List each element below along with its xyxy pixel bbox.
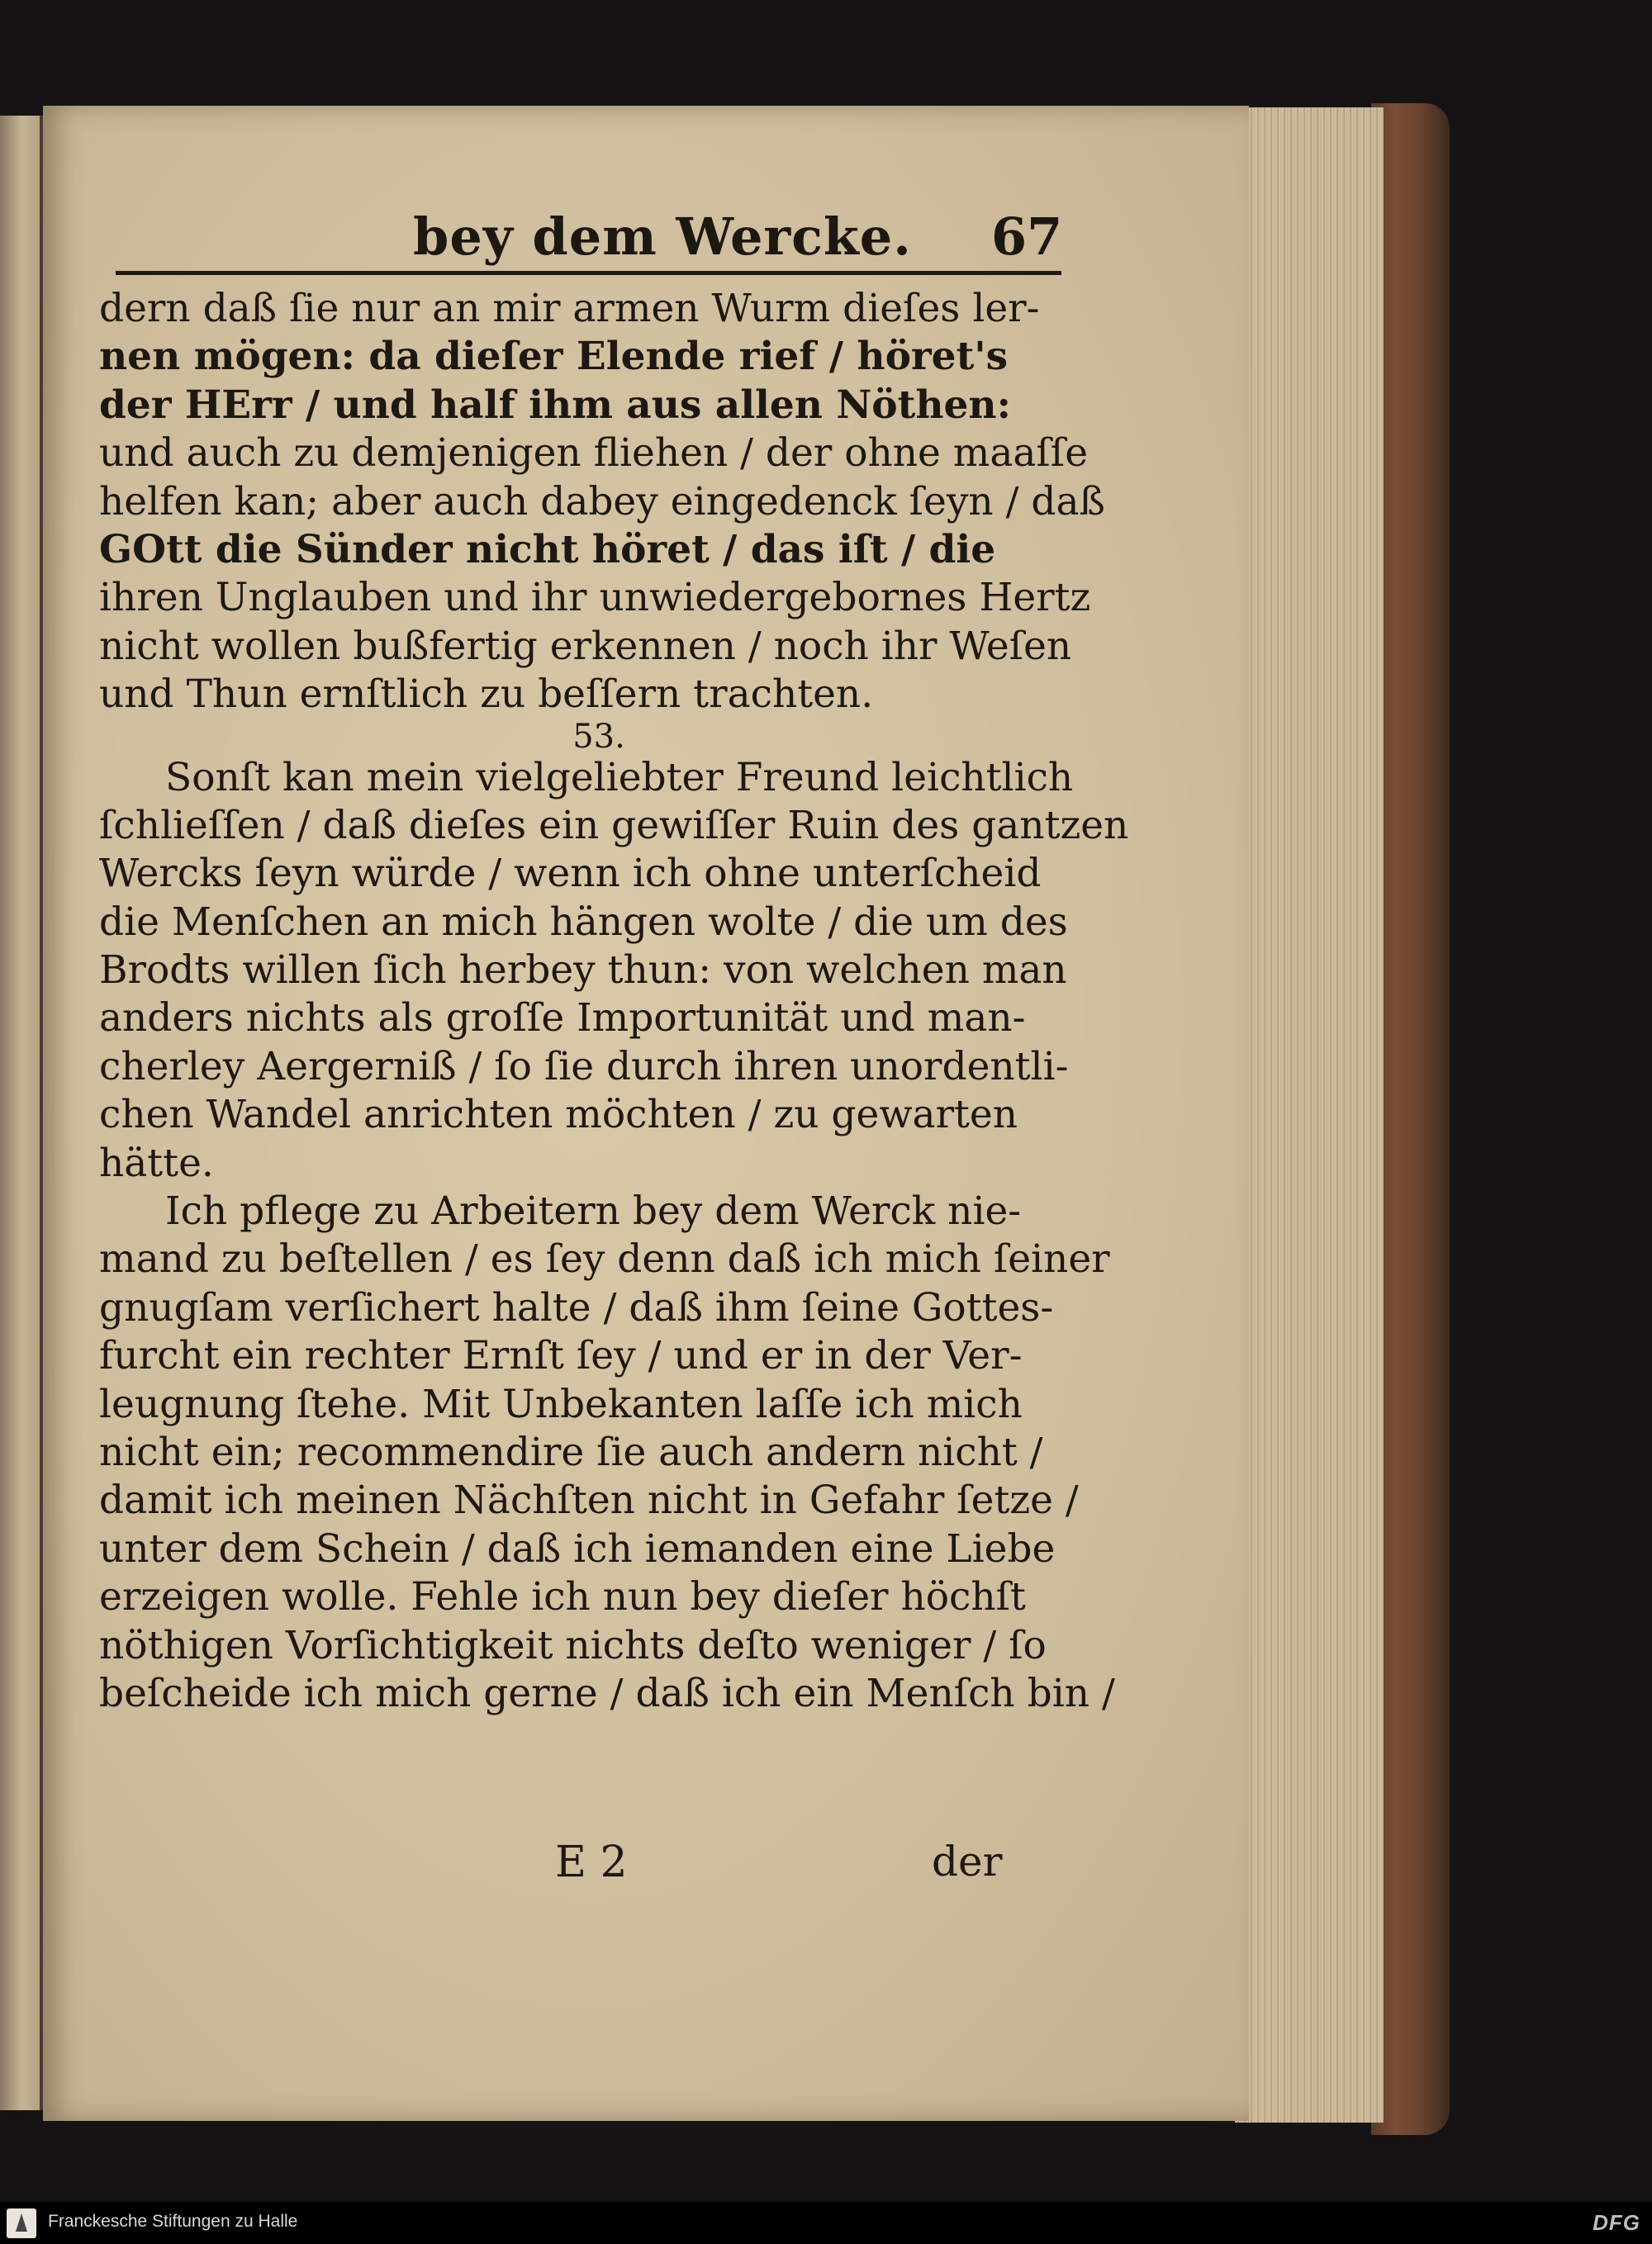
- text-line: der HErr / und half ihm aus allen Nöthen:: [99, 382, 1011, 428]
- running-head-title: bey dem Wercke.: [413, 206, 912, 267]
- text-line: erzeigen wolle. Fehle ich nun bey dieſer höchſt: [99, 1574, 1026, 1620]
- previous-page-edge: [0, 116, 41, 2110]
- text-line: ihren Unglauben und ihr unwiedergebornes Hertz: [99, 575, 1091, 621]
- running-head: [116, 206, 1063, 273]
- institution-logo-icon: [7, 2208, 36, 2238]
- header-rule: [116, 271, 1061, 275]
- text-line: leugnung ſtehe. Mit Unbekanten laſſe ich mich: [99, 1381, 1023, 1427]
- page-number: 67: [991, 206, 1063, 267]
- text-line: Brodts willen ſich herbey thun: von welchen man: [99, 947, 1067, 994]
- page-fore-edge: [1235, 107, 1384, 2123]
- text-line: die Menſchen an mich hängen wolte / die um des: [99, 899, 1068, 945]
- text-line: unter dem Schein / daß ich iemanden eine Liebe: [99, 1525, 1056, 1572]
- text-line: furcht ein rechter Ernſt ſey / und er in der Ver-: [99, 1333, 1023, 1379]
- dfg-logo: DFG: [1593, 2210, 1640, 2235]
- footer-bar: [0, 2202, 1652, 2244]
- text-line: GOtt die Sünder nicht höret / das iſt / die: [99, 526, 996, 572]
- text-line: Sonſt kan mein vielgeliebter Freund leichtlich: [165, 754, 1074, 800]
- text-line: nicht ein; recommendire ſie auch andern nicht /: [99, 1429, 1043, 1475]
- text-line: cherley Aergerniß / ſo ſie durch ihren unordentli-: [99, 1043, 1069, 1089]
- body-text: [99, 285, 1129, 1718]
- section-number: 53.: [572, 717, 625, 756]
- institution-name: Franckesche Stiftungen zu Halle: [48, 2212, 298, 2231]
- text-line: Ich pflege zu Arbeitern bey dem Werck nie-: [165, 1188, 1022, 1235]
- signature-mark: E 2: [555, 1838, 628, 1887]
- text-line: dern daß ſie nur an mir armen Wurm dieſes ler-: [99, 286, 1040, 331]
- text-line: nicht wollen bußfertig erkennen / noch ihr Weſen: [99, 623, 1072, 669]
- text-line: ſchlieſſen / daß dieſes ein gewiſſer Ruin des gantzen: [99, 802, 1129, 848]
- text-line: mand zu beſtellen / es ſey denn daß ich mich ſeiner: [99, 1236, 1110, 1283]
- text-line: gnugſam verſichert halte / daß ihm ſeine Gottes-: [99, 1284, 1054, 1331]
- text-line: chen Wandel anrichten möchten / zu gewarten: [99, 1092, 1018, 1138]
- text-line: beſcheide ich mich gerne / daß ich ein Menſch bin /: [99, 1670, 1115, 1716]
- text-line: anders nichts als groſſe Importunität und man-: [99, 995, 1026, 1041]
- text-line: nöthigen Vorſichtigkeit nichts deſto weniger / ſo: [99, 1622, 1047, 1668]
- text-line: und auch zu demjenigen fliehen / der ohne maaſſe: [99, 430, 1089, 477]
- text-line: damit ich meinen Nächſten nicht in Gefahr ſetze /: [99, 1478, 1079, 1524]
- text-line: hätte.: [99, 1140, 214, 1186]
- text-line: Wercks ſeyn würde / wenn ich ohne unterſcheid: [99, 851, 1042, 897]
- text-line: helfen kan; aber auch dabey eingedenck ſeyn / daß: [99, 478, 1105, 524]
- text-line: nen mögen: da dieſer Elende rief / höret's: [99, 334, 1009, 380]
- text-line: und Thun ernſtlich zu beſſern trachten.: [99, 671, 874, 718]
- catchword: der: [932, 1838, 1003, 1886]
